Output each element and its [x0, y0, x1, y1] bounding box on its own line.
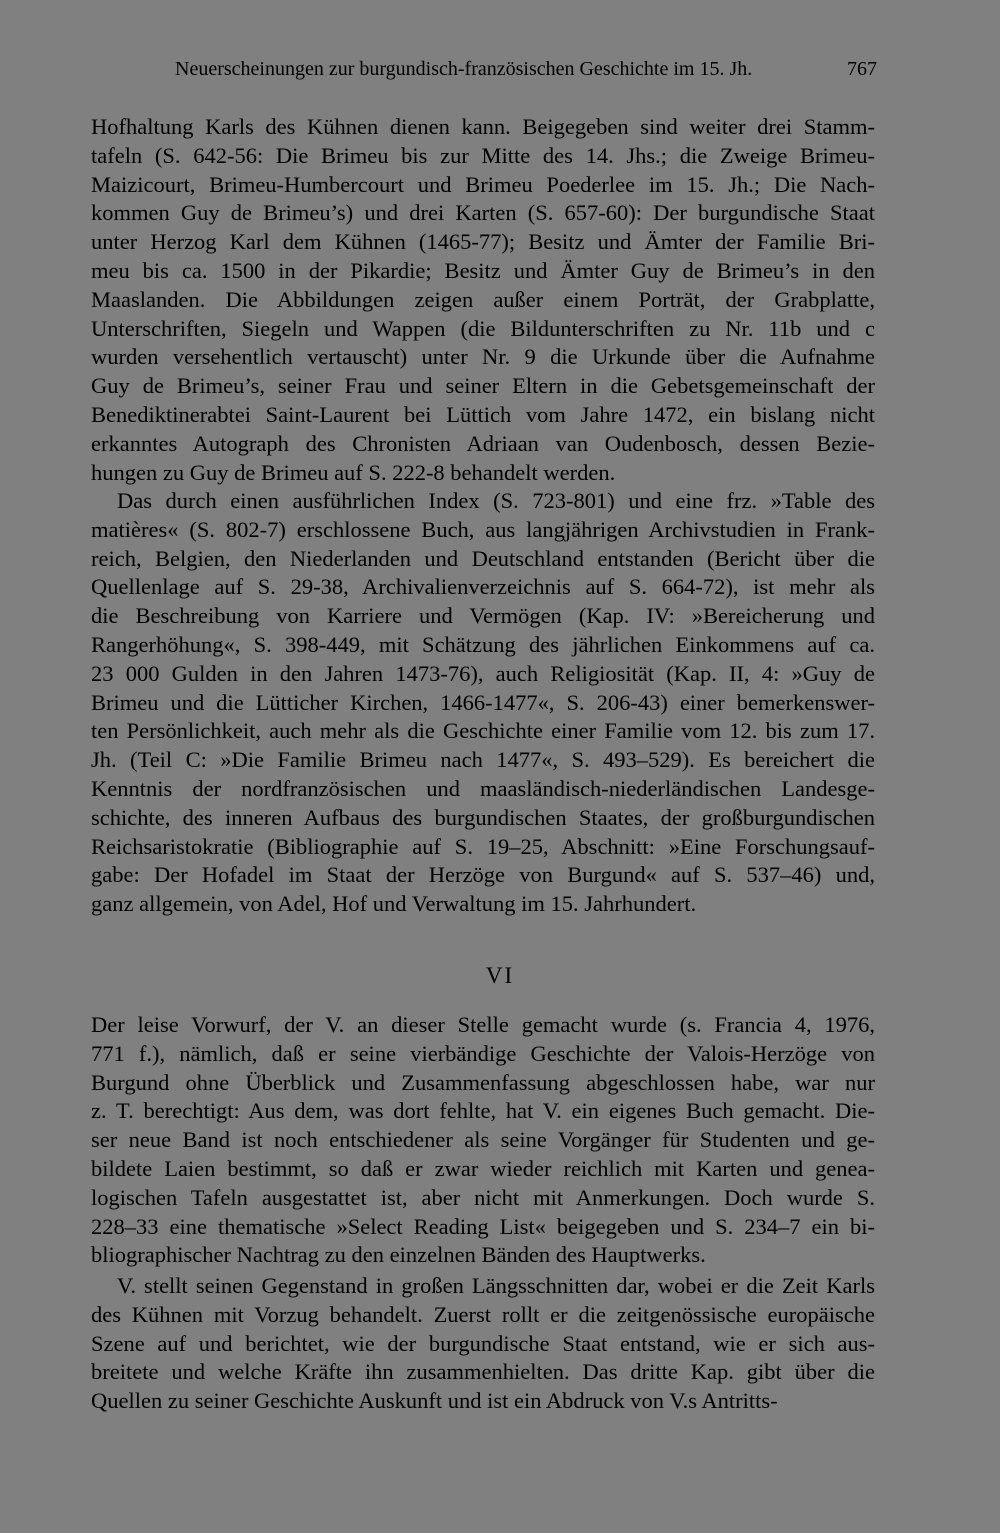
text-line: Szene auf und berichtet, wie der burgundische Staat entstand, wie er sich aus-	[91, 1330, 875, 1356]
text-line: Der leise Vorwurf, der V. an dieser Stelle gemacht wurde (s. Francia 4, 1976,	[91, 1012, 875, 1037]
text-line: V. stellt seinen Gegenstand in großen Längsschnitten dar, wobei er die Zeit Karls	[117, 1273, 875, 1298]
text-line: Jh. (Teil C: »Die Familie Brimeu nach 1477«, S. 493–529). Es bereichert die	[91, 747, 875, 773]
text-line: unter Herzog Karl dem Kühnen (1465-77); Besitz und Ämter der Familie Bri-	[91, 229, 875, 255]
text-line: Unterschriften, Siegeln und Wappen (die Bildunterschriften zu Nr. 11b und c	[91, 315, 875, 341]
text-line: gabe: Der Hofadel im Staat der Herzöge von Burgund« auf S. 537–46) und,	[91, 862, 875, 888]
text-line: Burgund ohne Überblick und Zusammenfassung abgeschlossen habe, war nur	[91, 1069, 875, 1095]
text-line: matières« (S. 802-7) erschlossene Buch, aus langjährigen Archivstudien in Frank-	[91, 516, 875, 542]
text-line: logischen Tafeln ausgestattet ist, aber nicht mit Anmerkungen. Doch wurde S.	[91, 1184, 875, 1210]
running-title: Neuerscheinungen zur burgundisch-französischen Geschichte im 15. Jh.	[175, 58, 753, 80]
text-line: bliographischer Nachtrag zu den einzelnen Bänden des Hauptwerks.	[91, 1242, 706, 1268]
text-line: die Beschreibung von Karriere und Vermögen (Kap. IV: »Bereicherung und	[91, 603, 875, 629]
text-line: hungen zu Guy de Brimeu auf S. 222-8 behandelt werden.	[91, 459, 616, 485]
text-line: Hofhaltung Karls des Kühnen dienen kann. Beigegeben sind weiter drei Stamm-	[91, 114, 875, 139]
text-line: kommen Guy de Brimeu’s) und drei Karten (S. 657-60): Der burgundische Staat	[91, 200, 875, 226]
text-line: Quellenlage auf S. 29-38, Archivalienverzeichnis auf S. 664-72), ist mehr als	[91, 574, 875, 600]
text-line: erkanntes Autograph des Chronisten Adriaan van Oudenbosch, dessen Bezie-	[91, 430, 875, 456]
text-line: Quellen zu seiner Geschichte Auskunft und ist ein Abdruck von V.s Antritts-	[91, 1388, 778, 1414]
text-line: 228–33 eine thematische »Select Reading List« beigegeben und S. 234–7 ein bi-	[91, 1213, 875, 1239]
text-line: Maaslanden. Die Abbildungen zeigen außer einem Porträt, der Grabplatte,	[91, 286, 875, 312]
text-line: reich, Belgien, den Niederlanden und Deutschland entstanden (Bericht über die	[91, 545, 875, 571]
text-line: ganz allgemein, von Adel, Hof und Verwaltung im 15. Jahrhundert.	[91, 891, 697, 917]
section-heading: VI	[485, 963, 515, 988]
text-line: bildete Laien bestimmt, so daß er zwar wieder reichlich mit Karten und genea-	[91, 1156, 875, 1181]
text-line: breitete und welche Kräfte ihn zusammenhielten. Das dritte Kap. gibt über die	[91, 1359, 875, 1385]
text-line: schichte, des inneren Aufbaus des burgundischen Staates, der großburgundischen	[91, 804, 875, 830]
page-header	[0, 58, 1000, 88]
page-number: 767	[847, 58, 877, 80]
text-line: 23 000 Gulden in den Jahren 1473-76), auch Religiosität (Kap. II, 4: »Guy de	[91, 660, 875, 686]
text-line: ser neue Band ist noch entschiedener als seine Vorgänger für Studenten und ge-	[91, 1127, 875, 1153]
text-line: Maizicourt, Brimeu-Humbercourt und Brimeu Poederlee im 15. Jh.; Die Nach-	[91, 171, 875, 197]
text-line: Guy de Brimeu’s, seiner Frau und seiner Eltern in die Gebetsgemeinschaft der	[91, 373, 875, 399]
text-line: Benediktinerabtei Saint-Laurent bei Lüttich vom Jahre 1472, ein bislang nicht	[91, 402, 875, 427]
text-line: 771 f.), nämlich, daß er seine vierbändige Geschichte der Valois-Herzöge von	[91, 1040, 875, 1066]
text-line: Brimeu und die Lütticher Kirchen, 1466-1477«, S. 206-43) einer bemerkenswer-	[91, 689, 875, 715]
text-line: z. T. berechtigt: Aus dem, was dort fehlte, hat V. ein eigenes Buch gemacht. Die-	[91, 1098, 875, 1124]
text-line: Reichsaristokratie (Bibliographie auf S. 19–25, Abschnitt: »Eine Forschungsauf-	[91, 833, 875, 859]
text-line: Rangerhöhung«, S. 398-449, mit Schätzung des jährlichen Einkommens auf ca.	[91, 632, 875, 657]
text-line: meu bis ca. 1500 in der Pikardie; Besitz und Ämter Guy de Brimeu’s in den	[91, 258, 875, 283]
text-line: wurden versehentlich vertauscht) unter Nr. 9 die Urkunde über die Aufnahme	[91, 344, 875, 370]
text-line: Kenntnis der nordfranzösischen und maasländisch-niederländischen Landesge-	[91, 776, 875, 801]
text-line: Das durch einen ausführlichen Index (S. 723-801) und eine frz. »Table des	[117, 488, 875, 513]
text-line: des Kühnen mit Vorzug behandelt. Zuerst rollt er die zeitgenössische europäische	[91, 1301, 875, 1327]
text-line: tafeln (S. 642-56: Die Brimeu bis zur Mitte des 14. Jhs.; die Zweige Brimeu-	[91, 142, 875, 168]
text-line: ten Persönlichkeit, auch mehr als die Geschichte einer Familie vom 12. bis zum 17.	[91, 718, 875, 744]
